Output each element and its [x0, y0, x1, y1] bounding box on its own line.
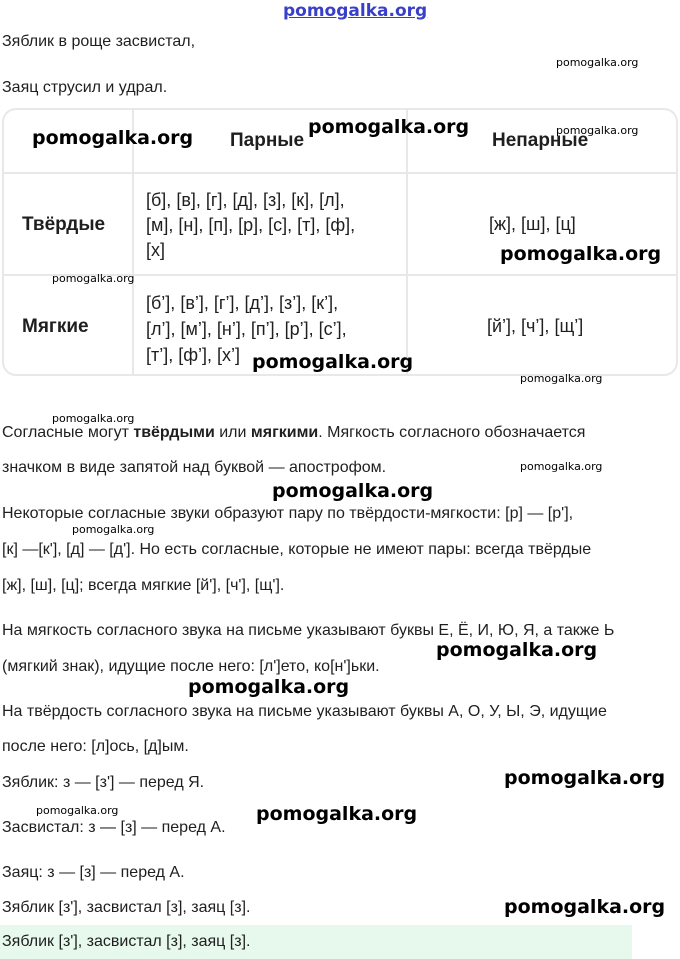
analysis-line-4: Зяблик [з'], засвистал [з], заяц [з]. [2, 899, 251, 916]
poem-line-2: Заяц струсил и удрал. [2, 79, 168, 96]
paragraph-2-line-1: Некоторые согласные звуки образуют пару по твёрдости-мягкости: [р] — [р'], [2, 505, 574, 522]
analysis-line-1: Зяблик: з — [з'] — перед Я. [2, 774, 205, 791]
watermark: pomogalka.org [188, 676, 350, 698]
watermark: pomogalka.org [520, 460, 603, 473]
watermark: pomogalka.org [436, 639, 598, 661]
watermark: pomogalka.org [36, 804, 119, 817]
paragraph-3-line-2: (мягкий знак), идущие после него: [л']ето, ко[н']ьки. [2, 658, 380, 675]
watermark: pomogalka.org [52, 412, 135, 425]
watermark: pomogalka.org [504, 896, 666, 918]
hard-unpaired-cell: [ж], [ш], [ц] [489, 214, 576, 234]
paragraph-1-line-2: значком в виде запятой над буквой — апострофом. [2, 459, 387, 476]
soft-paired-cell: [б’], [в’], [г’], [д’], [з’], [к’], [л’], [м’], [н’], [п’], [р’], [с’], [т’], [ф’], [х’] [146, 293, 347, 365]
watermark: pomogalka.org [504, 767, 666, 789]
watermark: pomogalka.org [308, 116, 470, 138]
paragraph-4-line-2: после него: [л]ось, [д]ым. [2, 738, 189, 755]
watermark: pomogalka.org [520, 372, 603, 385]
row-header-hard: Твёрдые [22, 214, 106, 235]
poem-line-1: Зяблик в роще засвистал, [2, 33, 196, 50]
watermark: pomogalka.org [52, 272, 135, 285]
watermark: pomogalka.org [72, 523, 155, 536]
row-header-soft: Мягкие [22, 316, 89, 337]
watermark: pomogalka.org [272, 480, 434, 502]
watermark: pomogalka.org [256, 803, 418, 825]
watermark: pomogalka.org [252, 351, 414, 373]
paragraph-2-line-2: [к] —[к'], [д] — [д']. Но есть согласные, которые не имеют пары: всегда твёрдые [2, 541, 592, 558]
analysis-line-2: Засвистал: з — [з] — перед А. [2, 819, 226, 836]
paragraph-4-line-1: На твёрдость согласного звука на письме указывают буквы А, О, У, Ы, Э, идущие [2, 703, 607, 720]
watermark: pomogalka.org [556, 56, 639, 69]
hard-paired-cell: [б], [в], [г], [д], [з], [к], [л], [м], [н], [п], [р], [с], [т], [ф], [х] [146, 190, 356, 260]
watermark: pomogalka.org [32, 127, 194, 149]
soft-unpaired-cell: [й’], [ч’], [щ’] [487, 316, 584, 336]
watermark: pomogalka.org [556, 124, 639, 137]
paragraph-2-line-3: [ж], [ш], [ц]; всегда мягкие [й'], [ч'], [щ']. [2, 577, 285, 594]
answer-line: Зяблик [з'], засвистал [з], заяц [з]. [2, 933, 251, 950]
watermark-link[interactable]: pomogalka.org [283, 1, 428, 21]
watermark: pomogalka.org [500, 243, 662, 265]
paragraph-3-line-1: На мягкость согласного звука на письме указывают буквы Е, Ё, И, Ю, Я, а также Ь [2, 622, 615, 639]
col-header-unpaired: Непарные [492, 130, 589, 151]
paragraph-1-line-1: Согласные могут твёрдыми или мягкими. Мягкость согласного обозначается [2, 424, 586, 441]
col-header-paired: Парные [230, 130, 305, 151]
analysis-line-3: Заяц: з — [з] — перед А. [2, 864, 185, 881]
